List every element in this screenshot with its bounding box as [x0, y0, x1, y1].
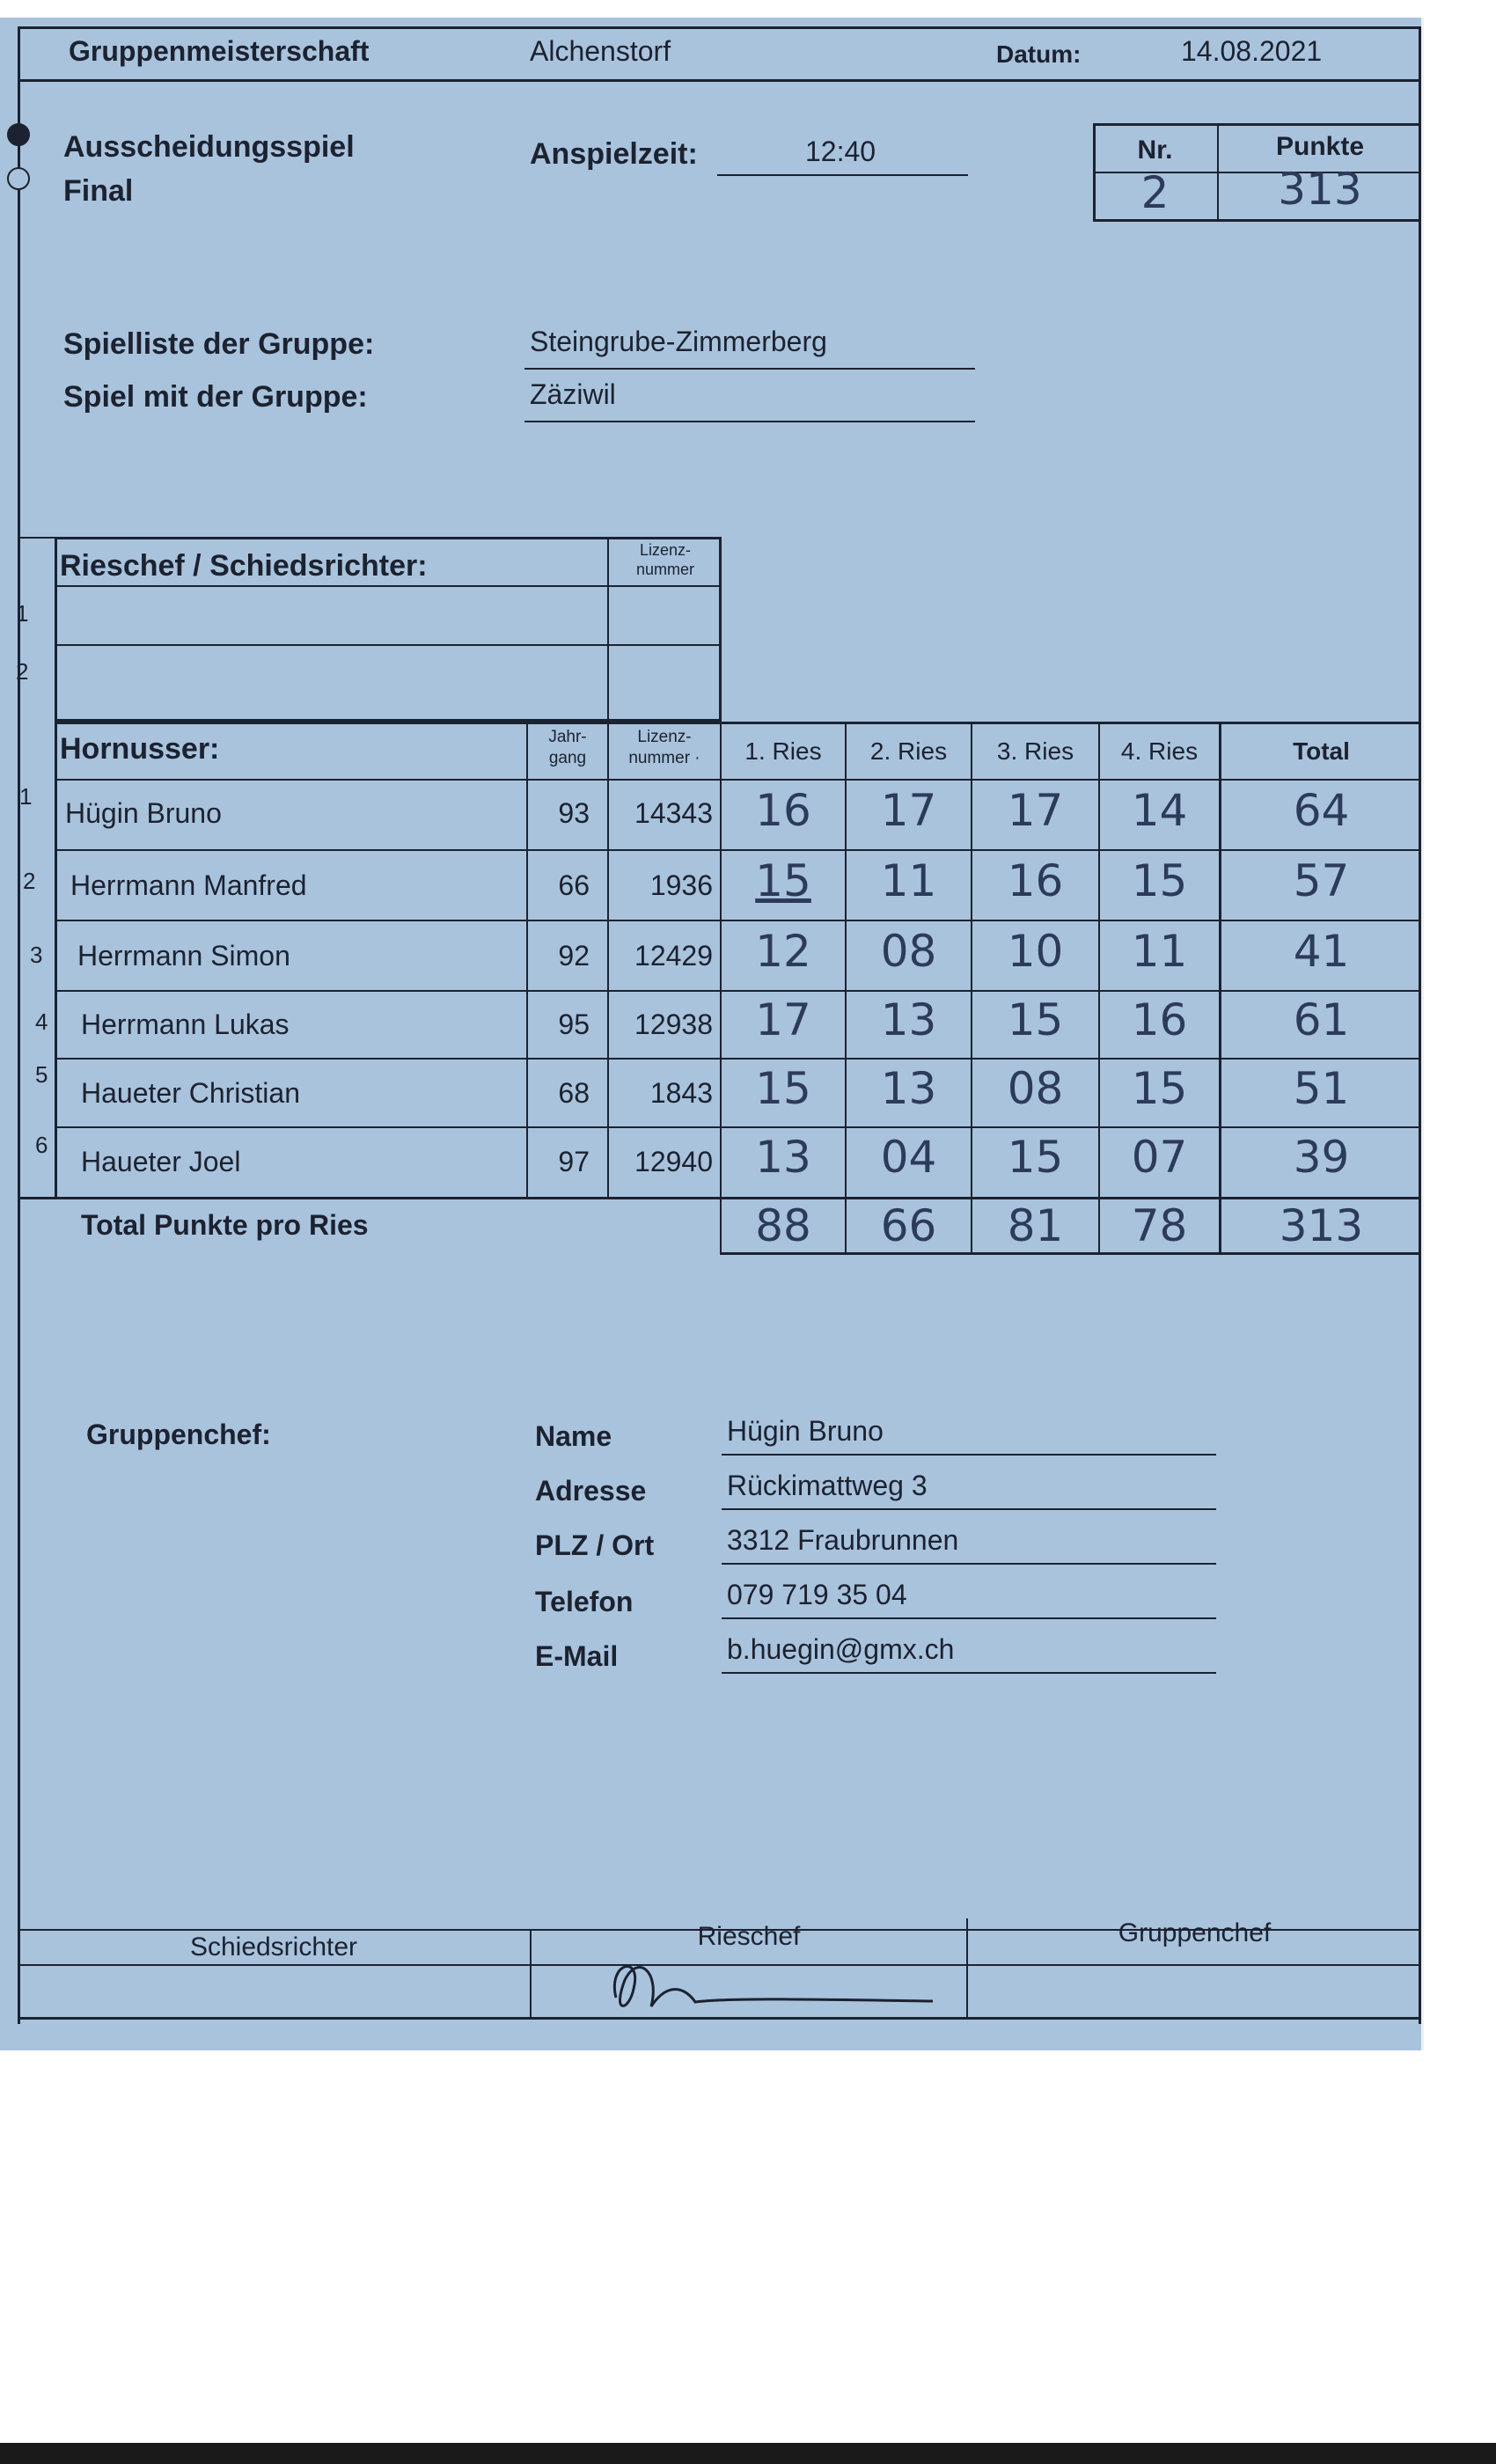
total-ries1: 88: [755, 1200, 811, 1251]
header-location: Alchenstorf: [530, 35, 671, 67]
col-ries4: 4. Ries: [1120, 737, 1199, 765]
row-number: 6: [35, 1132, 48, 1158]
address-value: Rückimattweg 3: [727, 1470, 928, 1501]
nr-value: 2: [1140, 167, 1170, 218]
score-total: 64: [1293, 785, 1350, 836]
referee-row-2: 2: [16, 658, 29, 685]
header-underline: [18, 79, 1421, 82]
radio-final[interactable]: [7, 167, 30, 190]
col-lizenz: Lizenz- nummer ·: [628, 728, 700, 767]
phone-label: Telefon: [535, 1586, 634, 1617]
score-ries3: 10: [1007, 926, 1064, 977]
spiel-mit-label: Spiel mit der Gruppe:: [63, 380, 368, 414]
col-ries2: 2. Ries: [869, 737, 948, 765]
phone-value: 079 719 35 04: [727, 1579, 907, 1610]
header-title: Gruppenmeisterschaft: [69, 35, 370, 67]
total-ries3: 81: [1007, 1200, 1064, 1251]
left-border: [18, 26, 20, 2024]
signature-referee: Schiedsrichter: [189, 1932, 358, 1962]
score-ries4: 14: [1131, 785, 1188, 836]
handwritten-signature: [590, 1945, 942, 2024]
spielliste-value: Steingrube-Zimmerberg: [530, 326, 827, 357]
address-label: Adresse: [535, 1475, 647, 1507]
punkte-label: Punkte: [1275, 132, 1365, 161]
option-ausscheidungsspiel: Ausscheidungsspiel: [63, 130, 355, 164]
col-ries3: 3. Ries: [996, 737, 1074, 765]
signature-ries-chief: Rieschef: [697, 1922, 801, 1951]
score-total: 41: [1293, 926, 1350, 977]
score-ries2: 13: [880, 994, 937, 1045]
score-ries2: 17: [880, 785, 937, 836]
referee-table-title: Rieschef / Schiedsrichter:: [60, 549, 428, 583]
referee-licence-header: Lizenz- nummer: [635, 541, 694, 578]
player-jahrgang: 68: [558, 1077, 590, 1109]
player-lizenz: 1936: [649, 869, 713, 901]
score-ries1: 13: [755, 1132, 811, 1183]
score-ries1: 17: [755, 994, 811, 1045]
score-total: 57: [1293, 855, 1350, 906]
player-lizenz: 14343: [634, 797, 713, 829]
score-total: 51: [1293, 1063, 1350, 1114]
score-ries1: 15: [755, 855, 811, 906]
player-lizenz: 12429: [634, 940, 713, 972]
player-jahrgang: 95: [558, 1008, 590, 1040]
total-ries4: 78: [1131, 1200, 1188, 1251]
score-ries4: 07: [1131, 1132, 1188, 1183]
score-ries3: 16: [1007, 855, 1064, 906]
plz-label: PLZ / Ort: [535, 1529, 655, 1561]
score-ries1: 16: [755, 785, 811, 836]
player-name: Herrmann Manfred: [70, 869, 307, 901]
email-value: b.huegin@gmx.ch: [727, 1633, 955, 1665]
player-lizenz: 12938: [634, 1008, 713, 1040]
score-sheet: [0, 18, 1424, 2050]
score-total: 61: [1293, 994, 1350, 1045]
date-value: 14.08.2021: [1181, 35, 1323, 67]
score-ries1: 12: [755, 926, 811, 977]
col-total: Total: [1293, 737, 1350, 765]
player-lizenz: 1843: [649, 1077, 713, 1109]
player-name: Haueter Christian: [81, 1077, 300, 1109]
scanner-edge: [0, 2443, 1496, 2464]
player-name: Herrmann Lukas: [81, 1008, 290, 1040]
nr-label: Nr.: [1137, 136, 1173, 165]
total-ries2: 66: [880, 1200, 937, 1251]
signature-group-chief: Gruppenchef: [1118, 1918, 1272, 1947]
col-jahrgang: Jahr- gang: [548, 728, 587, 767]
radio-ausscheidungsspiel[interactable]: [7, 123, 30, 146]
player-name: Haueter Joel: [81, 1146, 241, 1177]
score-ries3: 08: [1007, 1063, 1064, 1114]
player-jahrgang: 93: [558, 797, 590, 829]
score-ries1: 15: [755, 1063, 811, 1114]
score-ries4: 11: [1131, 926, 1188, 977]
plz-value: 3312 Fraubrunnen: [727, 1524, 959, 1556]
row-number: 4: [35, 1008, 48, 1035]
player-jahrgang: 92: [558, 940, 590, 972]
referee-row-1: 1: [16, 600, 29, 627]
start-time-value: 12:40: [805, 136, 876, 167]
email-label: E-Mail: [535, 1640, 619, 1672]
start-time-underline: [717, 174, 968, 176]
row-number: 1: [19, 783, 33, 810]
score-ries4: 15: [1131, 1063, 1188, 1114]
player-jahrgang: 66: [558, 869, 590, 901]
name-value: Hügin Bruno: [727, 1415, 884, 1447]
score-ries3: 17: [1007, 785, 1064, 836]
row-number: 2: [23, 868, 36, 894]
total-row-label: Total Punkte pro Ries: [81, 1209, 369, 1241]
player-jahrgang: 97: [558, 1146, 590, 1177]
date-label: Datum:: [996, 40, 1082, 68]
score-ries2: 08: [880, 926, 937, 977]
score-total: 39: [1293, 1132, 1350, 1183]
player-name: Hügin Bruno: [65, 797, 222, 829]
spiel-mit-value: Zäziwil: [530, 378, 616, 410]
score-ries4: 15: [1131, 855, 1188, 906]
total-overall: 313: [1279, 1200, 1364, 1251]
option-final: Final: [63, 174, 134, 208]
score-ries2: 13: [880, 1063, 937, 1114]
punkte-value: 313: [1278, 164, 1362, 215]
score-ries3: 15: [1007, 1132, 1064, 1183]
spielliste-label: Spielliste der Gruppe:: [63, 327, 375, 361]
top-border: [18, 26, 1421, 29]
name-label: Name: [535, 1420, 612, 1452]
group-chief-label: Gruppenchef:: [86, 1419, 271, 1450]
row-number: 3: [30, 942, 43, 968]
start-time-label: Anspielzeit:: [530, 137, 698, 171]
score-ries2: 11: [880, 855, 937, 906]
row-number: 5: [35, 1061, 48, 1088]
score-ries3: 15: [1007, 994, 1064, 1045]
score-ries2: 04: [880, 1132, 937, 1183]
players-table-title: Hornusser:: [60, 732, 220, 766]
player-name: Herrmann Simon: [77, 940, 290, 972]
score-ries4: 16: [1131, 994, 1188, 1045]
col-ries1: 1. Ries: [744, 737, 822, 765]
player-lizenz: 12940: [634, 1146, 713, 1177]
